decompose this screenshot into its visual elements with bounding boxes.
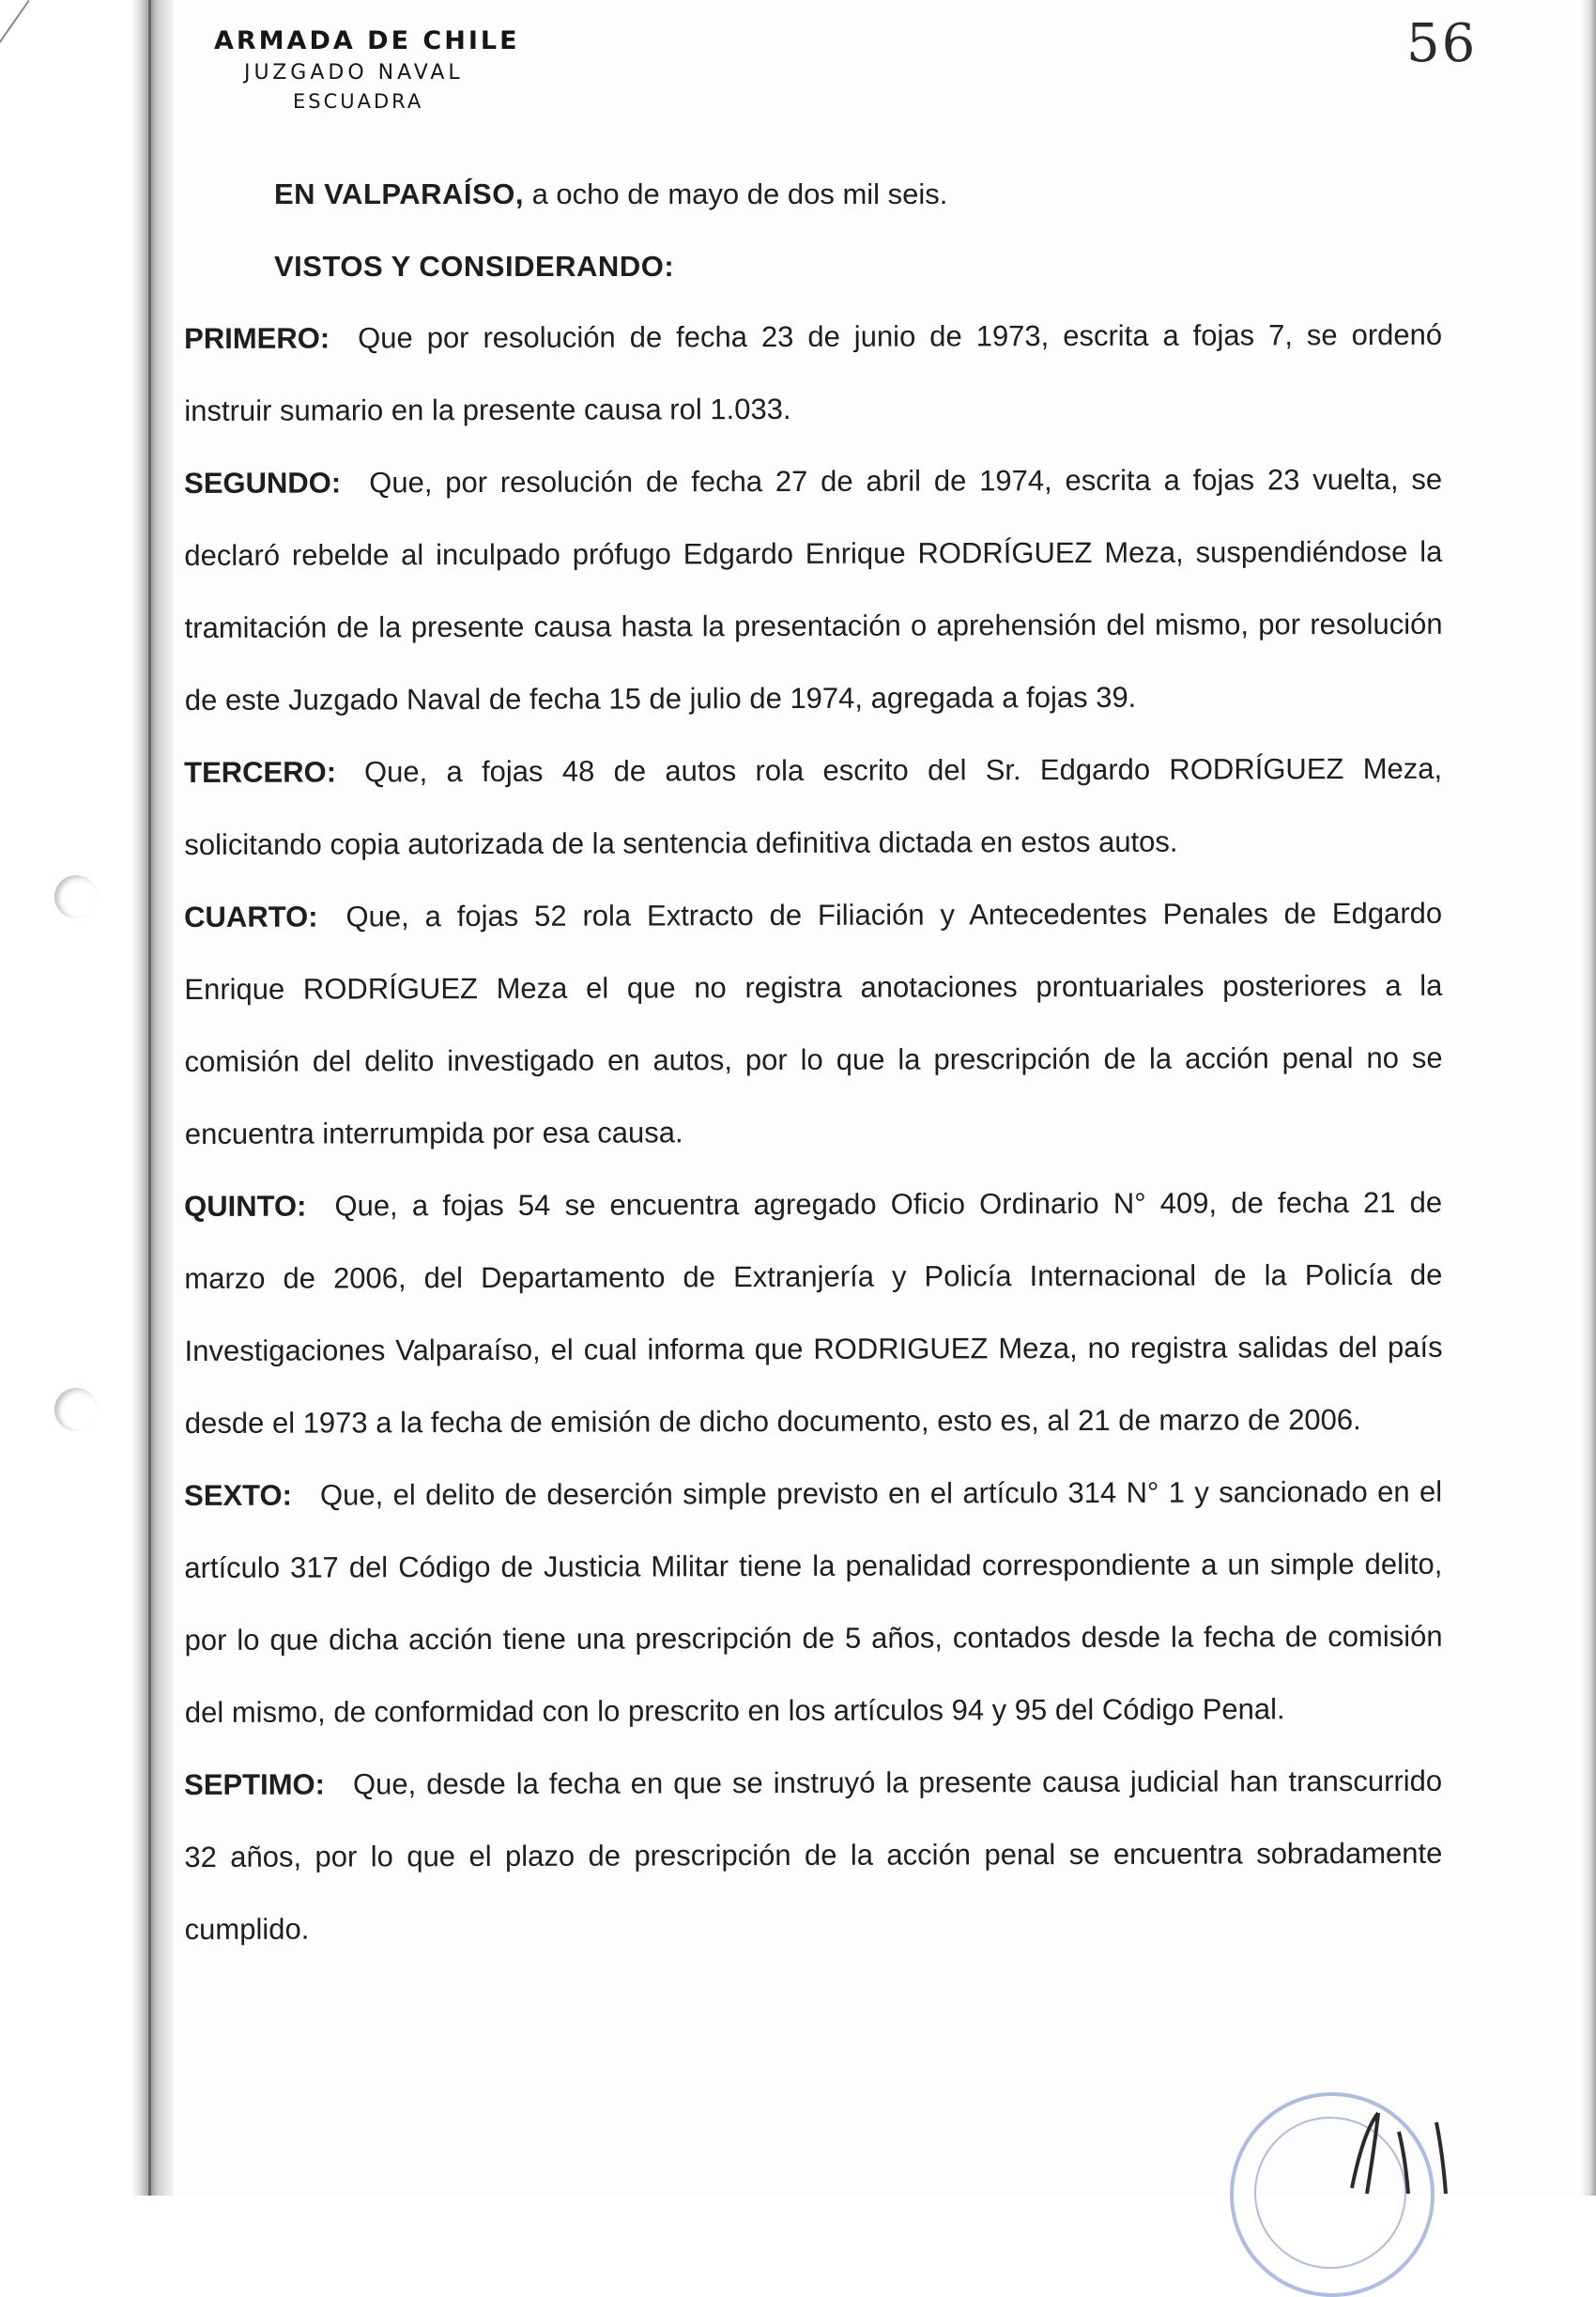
paragraph-label: QUINTO: (184, 1189, 307, 1223)
paragraph-label: TERCERO: (184, 755, 337, 789)
paragraph-label: CUARTO: (184, 900, 318, 933)
paragraph-text: Que, a fojas 48 de autos rola escrito del Sr. Edgardo RODRÍGUEZ Meza, solicitando copia autorizada de la sentencia definitiva dictada en estos autos. (184, 751, 1443, 861)
letterhead-line-2: JUZGADO NAVAL (244, 61, 464, 85)
right-page-edge (1579, 0, 1596, 2196)
paragraph-text: Que, desde la fecha en que se instruyó la presente causa judicial han transcurrido 32 años, por lo que el plazo de prescripción de la acción penal se encuentra sobradamente cumplido. (184, 1764, 1443, 1946)
paragraph-cuarto (184, 877, 1443, 1170)
paragraph-text: Que, a fojas 54 se encuentra agregado Oficio Ordinario N° 409, de fecha 21 de marzo de 2006, del Departamento de Extranjería y Policía Internacional de la Policía de Investigaciones Valparaíso, el cual informa que RODRIGUEZ Meza, no registra salidas del país desde el 1973 a la fecha de emisión de dicho documento, esto es, al 21 de marzo de 2006. (184, 1185, 1443, 1440)
paragraph-text: Que, el delito de deserción simple previsto en el artículo 314 N° 1 y sancionado en el artículo 317 del Código de Justicia Militar tiene la penalidad correspondiente a un simple delito, por lo que dicha acción tiene una prescripción de 5 años, contados desde la fecha de comisión del mismo, de conformidad con lo prescrito en los artículos 94 y 95 del Código Penal. (184, 1474, 1443, 1729)
paragraph-segundo (184, 443, 1443, 736)
paragraph-quinto (184, 1166, 1443, 1459)
vistos-heading: VISTOS Y CONSIDERANDO: (274, 250, 675, 283)
date-place: EN VALPARAÍSO, (274, 177, 524, 210)
paragraph-text: Que, a fojas 52 rola Extracto de Filiación y Antecedentes Penales de Edgardo Enrique RODRÍGUEZ Meza el que no registra anotaciones prontuariales posteriores a la comisión del delito investigado en autos, por lo que la prescripción de la acción penal no se encuentra interrumpida por esa causa. (184, 896, 1443, 1150)
date-line (184, 158, 1442, 230)
paragraph-tercero (184, 732, 1442, 881)
punch-hole (54, 1388, 98, 1431)
letterhead-line-1: ARMADA DE CHILE (214, 26, 520, 55)
paragraph-text: Que, por resolución de fecha 27 de abril de 1974, escrita a fojas 23 vuelta, se declaró rebelde al inculpado prófugo Edgardo Enrique RODRÍGUEZ Meza, suspendiéndose la tramitación de la presente causa hasta la presentación o aprehensión del mismo, por resolución de este Juzgado Naval de fecha 15 de julio de 1974, agregada a fojas 39. (184, 462, 1443, 717)
binding-line (148, 0, 151, 2196)
date-text: a ocho de mayo de dos mil seis. (531, 177, 948, 210)
document-body (184, 158, 1442, 1966)
paragraph-label: SEXTO: (184, 1478, 293, 1512)
letterhead-line-3: ESCUADRA (293, 90, 424, 113)
handwritten-signature (1333, 2104, 1483, 2200)
paragraph-septimo (184, 1745, 1443, 1966)
paragraph-label: SEPTIMO: (184, 1767, 326, 1801)
letterhead (207, 26, 545, 113)
folio-number: 56 (1406, 13, 1478, 74)
paragraph-primero (184, 299, 1442, 447)
punch-hole (54, 875, 98, 918)
paragraph-label: PRIMERO: (184, 321, 330, 355)
paragraph-sexto (184, 1456, 1443, 1749)
paragraph-label: SEGUNDO: (184, 466, 342, 500)
paragraph-text: Que por resolución de fecha 23 de junio de 1973, escrita a fojas 7, se ordenó instruir sumario en la presente causa rol 1.033. (184, 317, 1443, 427)
